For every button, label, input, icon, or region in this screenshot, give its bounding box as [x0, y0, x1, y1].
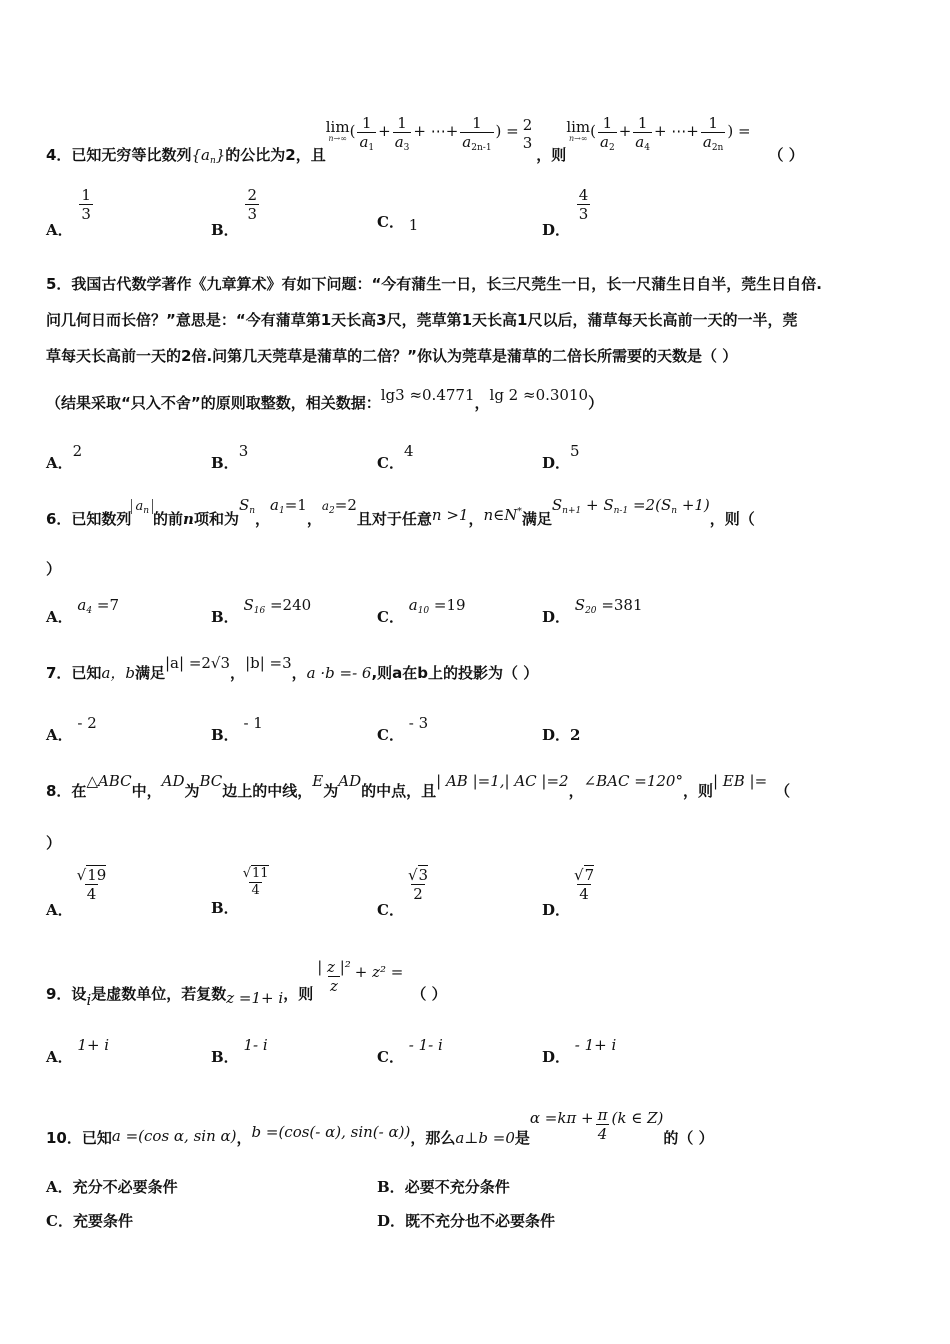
q6-option-c[interactable]: C． $a_{10} =19$	[377, 596, 466, 626]
q4-option-a[interactable]: A． $\frac{1}{3}$	[46, 186, 91, 239]
q5-line-3: 草每天长高前一天的2倍.问第几天莞草是蒲草的二倍？”你认为莞草是蒲草的二倍长所需要的天数是（ ）	[46, 347, 738, 365]
q9-option-a[interactable]: A． 1+ i	[46, 1036, 110, 1066]
q8-option-d[interactable]: D． $\frac{√7}{4}$	[542, 866, 595, 919]
question-8: 8．在△ABC中，AD为BC边上的中线，E为AD的中点，且| AB |=1,| AC |=2，∠BAC =120°，则| EB |=（	[46, 772, 791, 800]
q10-a-vec: a =(cos α, sin α)	[111, 1127, 237, 1145]
q6-option-d[interactable]: D． $S_{20} =381$	[542, 596, 643, 626]
q10-option-c[interactable]: C．充要条件	[46, 1212, 133, 1230]
q4-option-d[interactable]: D． $\frac{4}{3}$	[542, 186, 589, 239]
q7-option-a[interactable]: A． - 2	[46, 714, 97, 744]
q6-option-a[interactable]: A． $a_4 =7$	[46, 596, 120, 626]
q7-option-c[interactable]: C． - 3	[377, 714, 429, 744]
q8-option-b[interactable]: B． $\frac{√11}{4}$	[211, 866, 269, 917]
q4-option-b[interactable]: B． $\frac{2}{3}$	[211, 186, 258, 239]
q9-option-c[interactable]: C． - 1- i	[377, 1036, 443, 1066]
q4-lim-2: lim n→∞	[566, 118, 591, 144]
q10-alpha: α =kπ +	[529, 1109, 594, 1127]
q5-line-1: 5．我国古代数学著作《九章算术》有如下问题：“今有蒲生一日，长三尺莞生一日，长一尺蒲生日自半，莞生日自倍.	[46, 275, 822, 293]
q5-option-d[interactable]: D．5	[542, 442, 580, 472]
q6-close: ）	[46, 560, 62, 578]
q7-abs-b: |b| =3	[245, 654, 292, 672]
question-9: 9．设i是虚数单位，若复数z =1+ i，则 $\frac{\text{| z |²}}{z}$ + z² =（ ）	[46, 958, 447, 1009]
question-4: 4．已知无穷等比数列$\{a_n\}$的公比为2，且 lim n→∞ ( $\frac{1}{a_1}$ + $\frac{1}{a_3}$ + ⋯+ $\frac{1}{a_{2n-1}}$ ) = 2 3 ，则 lim n→∞ ( $\frac{1}{a_2}$ + $\frac{1}{a_4}$ + ⋯+ $\frac{1}{a_{2n}}$ ) =（ ）	[46, 114, 804, 167]
q4-option-c[interactable]: C． 1	[377, 213, 419, 234]
q7-option-b[interactable]: B． - 1	[211, 714, 263, 744]
q8-option-a[interactable]: A． $\frac{√19}{4}$	[46, 866, 107, 919]
q8-angle: ∠BAC =120°	[583, 772, 683, 790]
q10-b-vec: b =(cos(- α), sin(- α))	[251, 1123, 411, 1141]
q6-seq: $a_n$	[131, 499, 153, 514]
q9-option-d[interactable]: D． - 1+ i	[542, 1036, 617, 1066]
q4-lim-1: lim n→∞	[325, 118, 350, 144]
q10-option-a[interactable]: A．充分不必要条件	[46, 1178, 178, 1196]
q8-abac: | AB |=1,| AC |=2	[436, 772, 569, 790]
q5-line-2: 问几何日而长倍？”意思是：“今有蒲草第1天长高3尺，莞草第1天长高1尺以后，蒲草每天长高前一天的一半，莞	[46, 311, 798, 329]
q5-lg3: lg3 ≈0.4771	[380, 386, 475, 404]
q7-dot: a ·b =- 6	[306, 664, 372, 682]
question-10: 10．已知a =(cos α, sin α)，b =(cos(- α), sin(- α))，那么a⊥b =0是α =kπ + $\frac{\pi}{4}$ (k ∈ Z)的（ ）	[46, 1106, 714, 1147]
q5-option-c[interactable]: C．4	[377, 442, 414, 472]
q10-option-d[interactable]: D．既不充分也不必要条件	[377, 1212, 556, 1230]
question-6: 6．已知数列$a_n$ 的前n项和为$S_n$，$a_1=1$，$a_2=2$且对于任意n >1，n∈N*满足$S_{n+1} + S_{n-1} =2(S_n +1)$，则（	[46, 496, 755, 528]
q4-then: ，则	[536, 146, 567, 165]
q8-option-c[interactable]: C． $\frac{√3}{2}$	[377, 866, 429, 919]
question-7: 7．已知a，b满足|a| =2√3，|b| =3，a ·b =- 6,则a在b上的投影为（ ）	[46, 654, 539, 682]
q6-a2: $a_2$	[321, 499, 335, 516]
q9-option-b[interactable]: B． 1- i	[211, 1036, 268, 1066]
q7-abs-a: |a| =2√3	[165, 654, 231, 672]
q7-option-d[interactable]: D．2	[542, 726, 581, 744]
q5-lg2: lg 2 ≈0.3010	[489, 386, 589, 404]
q10-ab0: a⊥b =0	[455, 1129, 515, 1147]
q5-line-4: （结果采取“只入不舍”的原则取整数，相关数据：lg3 ≈0.4771，lg 2 ≈0.3010）	[46, 386, 604, 412]
q4-end: （ ）	[768, 146, 804, 165]
q8-close: ）	[46, 834, 62, 852]
q8-eb: | EB |=	[712, 772, 768, 790]
q6-a1: $a_1$	[270, 496, 285, 516]
q5-option-b[interactable]: B．3	[211, 442, 249, 472]
q4-prefix: 4．已知无穷等比数列	[46, 146, 192, 165]
q4-seq: $\{a_n\}$	[191, 146, 226, 167]
q5-option-a[interactable]: A．2	[46, 442, 83, 472]
q4-mid: 的公比为2，且	[225, 146, 326, 165]
q6-sn: $S_n$	[238, 496, 256, 516]
q10-option-b[interactable]: B．必要不充分条件	[377, 1178, 510, 1196]
q6-nin: n∈N*	[483, 506, 522, 524]
q6-eq: $S_{n+1} + S_{n-1} =2(S_n +1)$	[551, 496, 710, 516]
q6-option-b[interactable]: B． $S_{16} =240$	[211, 596, 312, 626]
